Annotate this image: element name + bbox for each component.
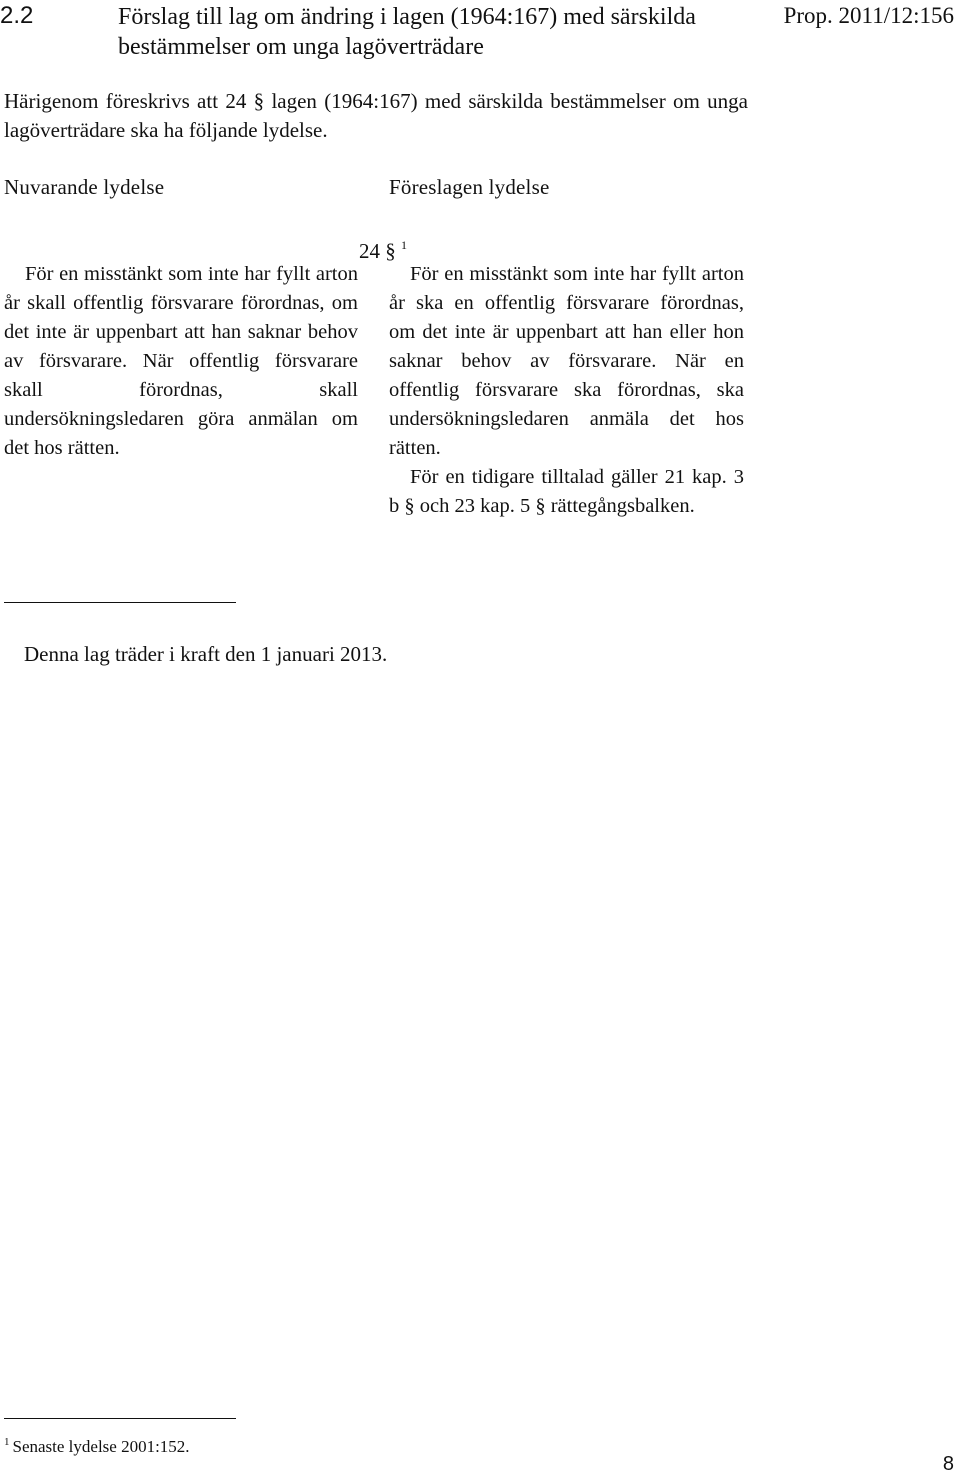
effective-date-text: Denna lag träder i kraft den 1 januari 2013. (24, 642, 388, 666)
current-wording-paragraph: För en misstänkt som inte har fyllt arton år skall offentlig försvarare förordnas, om det inte är uppenbart att han saknar behov av försvarare. När offentlig försvarare skall förordnas, skall undersökningsledaren göra anmälan om det hos rätten. (4, 263, 358, 459)
proposed-wording-paragraph: För en tidigare tilltalad gäller 21 kap. 3 b § och 23 kap. 5 § rättegångsbalken. (389, 466, 744, 517)
current-wording-heading: Nuvarande lydelse (4, 175, 165, 199)
proposed-wording-heading: Föreslagen lydelse (389, 175, 550, 199)
separator-rule (4, 602, 236, 603)
paragraph-number-text: 24 § (359, 239, 396, 263)
intro-paragraph: Härigenom föreskrivs att 24 § lagen (1964:167) med särskilda bestämmelser om unga lagöverträdare ska ha följande lydelse. (4, 89, 748, 142)
section-number: 2.2 (0, 2, 34, 29)
section-title: Förslag till lag om ändring i lagen (1964:167) med särskilda bestämmelser om unga lagöverträdare (118, 4, 696, 60)
footnote-text: Senaste lydelse 2001:152. (12, 1437, 190, 1456)
proposed-wording-text (389, 260, 744, 521)
footnote-reference: 1 (401, 238, 407, 252)
current-wording-text (4, 260, 358, 463)
proposed-wording-paragraph: För en misstänkt som inte har fyllt arton år ska en offentlig försvarare förordnas, om det inte är uppenbart att han eller hon saknar behov av försvarare. När en offentlig försvarare ska förordnas, ska undersökningsledaren anmäla det hos rätten. (389, 263, 744, 459)
page-number: 8 (942, 1453, 954, 1475)
footnote (4, 1431, 190, 1458)
proposition-reference: Prop. 2011/12:156 (783, 3, 954, 28)
footnote-separator (4, 1418, 236, 1419)
footnote-marker: 1 (4, 1436, 10, 1448)
